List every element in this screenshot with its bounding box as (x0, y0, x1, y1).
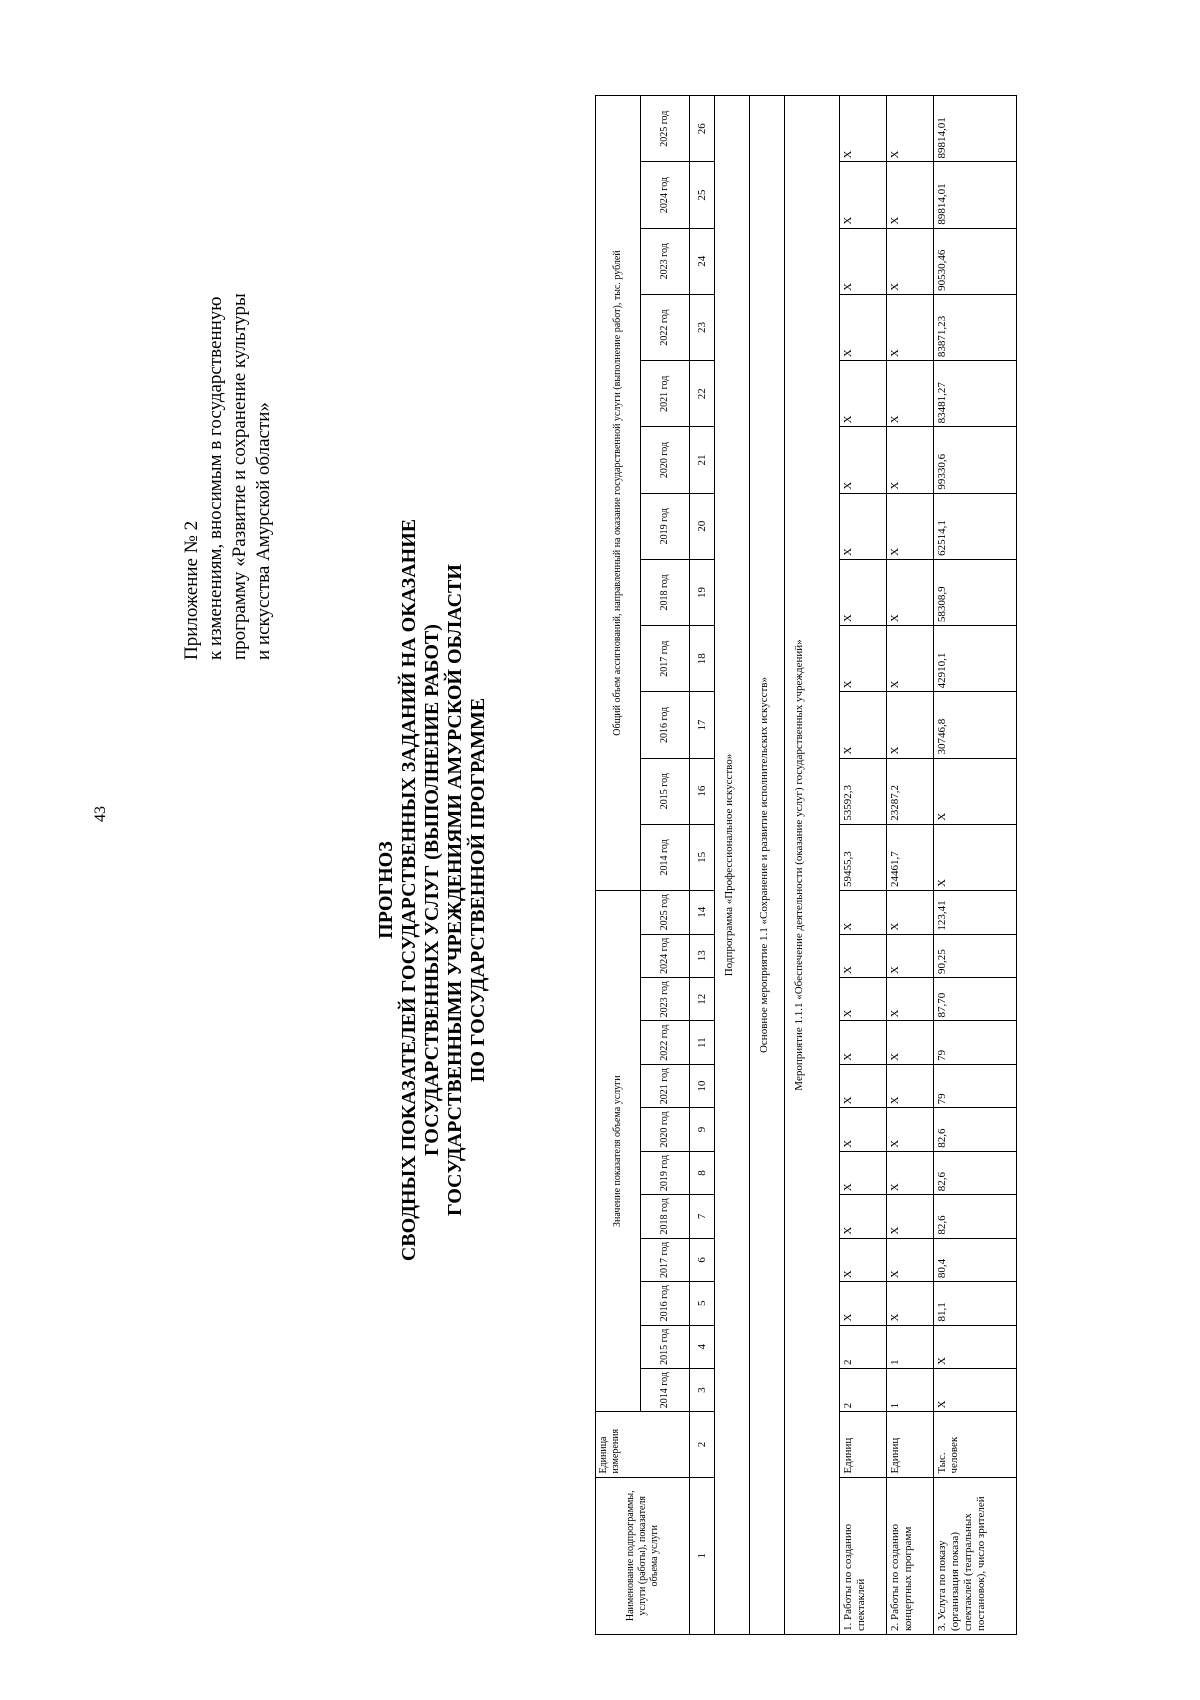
column-number: 24 (690, 228, 715, 294)
volume-cell: 80,4 (934, 1238, 1017, 1281)
column-number-row (690, 96, 715, 1635)
year-header-funds: 2022 год (641, 294, 690, 360)
volume-cell: 87,70 (934, 978, 1017, 1021)
volume-cell: 90,25 (934, 934, 1017, 977)
appendix-line: и искусства Амурской области» (253, 402, 274, 660)
year-header-volume: 2021 год (641, 1064, 690, 1107)
funds-cell: 53592,3 (840, 758, 887, 824)
year-header-funds: 2021 год (641, 361, 690, 427)
volume-cell: 79 (934, 1064, 1017, 1107)
column-header-unit: Единица измерения (596, 1412, 690, 1477)
row-unit: Тыс. человек (934, 1412, 1017, 1477)
funds-cell: Х (840, 294, 887, 360)
section-title: Основное мероприятие 1.1 «Сохранение и развитие исполнительских искусств» (750, 96, 785, 1635)
funds-cell: Х (887, 361, 934, 427)
volume-cell: Х (887, 934, 934, 977)
table-row (840, 96, 887, 1635)
funds-cell: Х (840, 228, 887, 294)
year-header-funds: 2024 год (641, 162, 690, 228)
volume-cell: Х (887, 1282, 934, 1325)
column-number: 9 (690, 1108, 715, 1151)
group-header-funds: Общий объем ассигнований, направленный на оказание государственной услуги (выполнение работ), тыс. рублей (596, 96, 641, 891)
appendix-line: Приложение № 2 (181, 520, 202, 660)
funds-cell: 62514,1 (934, 493, 1017, 559)
funds-cell: Х (887, 162, 934, 228)
funds-cell: Х (840, 361, 887, 427)
year-header-funds: 2015 год (641, 758, 690, 824)
forecast-table (595, 95, 1017, 1635)
volume-cell: Х (840, 1064, 887, 1107)
section-row (750, 96, 785, 1635)
column-number: 10 (690, 1064, 715, 1107)
volume-cell: Х (840, 1151, 887, 1194)
appendix-note (180, 140, 276, 660)
column-number: 20 (690, 493, 715, 559)
section-row (715, 96, 750, 1635)
year-header-funds: 2023 год (641, 228, 690, 294)
funds-cell: 58308,9 (934, 559, 1017, 625)
group-header-volume: Значение показателя объема услуги (596, 891, 641, 1412)
column-number: 17 (690, 692, 715, 758)
row-unit: Единиц (887, 1412, 934, 1477)
year-header-funds: 2025 год (641, 96, 690, 162)
page-number: 43 (92, 806, 109, 822)
column-number: 23 (690, 294, 715, 360)
section-title: Мероприятие 1.1.1 «Обеспечение деятельности (оказание услуг) государственных учреждений» (785, 96, 840, 1635)
funds-cell: 89814,01 (934, 96, 1017, 162)
column-number: 26 (690, 96, 715, 162)
year-header-funds: 2020 год (641, 427, 690, 493)
volume-cell: Х (840, 934, 887, 977)
column-number: 22 (690, 361, 715, 427)
funds-cell: 89814,01 (934, 162, 1017, 228)
year-header-funds: 2018 год (641, 559, 690, 625)
column-number: 21 (690, 427, 715, 493)
volume-cell: 79 (934, 1021, 1017, 1064)
volume-cell: Х (840, 1021, 887, 1064)
column-number: 8 (690, 1151, 715, 1194)
column-number: 16 (690, 758, 715, 824)
column-number: 19 (690, 559, 715, 625)
funds-cell: Х (887, 626, 934, 692)
volume-cell: Х (887, 891, 934, 935)
title-line: СВОДНЫХ ПОКАЗАТЕЛЕЙ ГОСУДАРСТВЕННЫХ ЗАДАНИЙ НА ОКАЗАНИЕ (398, 518, 420, 1262)
year-header-volume: 2016 год (641, 1282, 690, 1325)
table-row (887, 96, 934, 1635)
row-unit: Единиц (840, 1412, 887, 1477)
funds-cell: 83481,27 (934, 361, 1017, 427)
column-number: 15 (690, 824, 715, 890)
funds-cell: Х (887, 96, 934, 162)
volume-cell: Х (934, 1325, 1017, 1368)
year-header-volume: 2019 год (641, 1151, 690, 1194)
column-number: 3 (690, 1368, 715, 1411)
title-line: ПО ГОСУДАРСТВЕННОЙ ПРОГРАММЕ (467, 697, 489, 1083)
volume-cell: Х (840, 1238, 887, 1281)
year-header-volume: 2022 год (641, 1021, 690, 1064)
funds-cell: 90530,46 (934, 228, 1017, 294)
column-number: 14 (690, 891, 715, 935)
funds-cell: Х (840, 427, 887, 493)
funds-cell: 23287,2 (887, 758, 934, 824)
funds-cell: Х (887, 493, 934, 559)
column-number: 18 (690, 626, 715, 692)
title-line: ГОСУДАРСТВЕННЫМИ УЧРЕЖДЕНИЯМИ АМУРСКОЙ ОБЛАСТИ (444, 564, 466, 1216)
year-header-volume: 2018 год (641, 1195, 690, 1238)
volume-cell: 81,1 (934, 1282, 1017, 1325)
funds-cell: Х (887, 228, 934, 294)
volume-cell: Х (887, 1151, 934, 1194)
volume-cell: Х (840, 1108, 887, 1151)
column-number: 12 (690, 978, 715, 1021)
document-title (375, 490, 490, 1290)
volume-cell: Х (887, 1108, 934, 1151)
volume-cell: Х (887, 978, 934, 1021)
volume-cell: Х (887, 1195, 934, 1238)
funds-cell: 59455,3 (840, 824, 887, 890)
funds-cell: Х (840, 692, 887, 758)
year-header-volume: 2017 год (641, 1238, 690, 1281)
year-header-row (641, 96, 690, 1635)
column-number: 1 (690, 1477, 715, 1634)
funds-cell: Х (840, 559, 887, 625)
volume-cell: Х (840, 978, 887, 1021)
column-number: 6 (690, 1238, 715, 1281)
row-name: 2. Работы по созданию концертных программ (887, 1477, 934, 1634)
year-header-volume: 2020 год (641, 1108, 690, 1151)
funds-cell: Х (840, 626, 887, 692)
year-header-funds: 2017 год (641, 626, 690, 692)
funds-cell: Х (887, 294, 934, 360)
volume-cell: Х (887, 1064, 934, 1107)
year-header-volume: 2014 год (641, 1368, 690, 1411)
volume-cell: Х (887, 1021, 934, 1064)
funds-cell: 42910,1 (934, 626, 1017, 692)
funds-cell: 24461,7 (887, 824, 934, 890)
funds-cell: Х (840, 493, 887, 559)
row-name: 3. Услуга по показу (организация показа) спектаклей (театральных постановок), число зрителей (934, 1477, 1017, 1634)
volume-cell: 2 (840, 1368, 887, 1411)
column-number: 4 (690, 1325, 715, 1368)
title-line: ГОСУДАРСТВЕННЫХ УСЛУГ (ВЫПОЛНЕНИЕ РАБОТ) (421, 624, 443, 1156)
column-number: 2 (690, 1412, 715, 1477)
column-number: 7 (690, 1195, 715, 1238)
rotated-sheet (120, 90, 987, 1650)
column-number: 25 (690, 162, 715, 228)
section-row (785, 96, 840, 1635)
volume-cell: Х (934, 1368, 1017, 1411)
volume-cell: 1 (887, 1325, 934, 1368)
funds-cell: Х (887, 427, 934, 493)
year-header-funds: 2014 год (641, 824, 690, 890)
funds-cell: 30746,8 (934, 692, 1017, 758)
year-header-funds: 2016 год (641, 692, 690, 758)
volume-cell: 82,6 (934, 1108, 1017, 1151)
funds-cell: 99330,6 (934, 427, 1017, 493)
volume-cell: 82,6 (934, 1151, 1017, 1194)
column-number: 13 (690, 934, 715, 977)
title-line: ПРОГНОЗ (375, 841, 397, 939)
volume-cell: 82,6 (934, 1195, 1017, 1238)
funds-cell: 83871,23 (934, 294, 1017, 360)
year-header-funds: 2019 год (641, 493, 690, 559)
table-row (934, 96, 1017, 1635)
row-name: 1. Работы по созданию спектаклей (840, 1477, 887, 1634)
year-header-volume: 2023 год (641, 978, 690, 1021)
section-title: Подпрограмма «Профессиональное искусство» (715, 96, 750, 1635)
volume-cell: 123,41 (934, 891, 1017, 935)
volume-cell: Х (887, 1238, 934, 1281)
funds-cell: Х (934, 758, 1017, 824)
column-number: 11 (690, 1021, 715, 1064)
volume-cell: Х (840, 1195, 887, 1238)
column-number: 5 (690, 1282, 715, 1325)
year-header-volume: 2015 год (641, 1325, 690, 1368)
funds-cell: Х (887, 692, 934, 758)
funds-cell: Х (840, 96, 887, 162)
funds-cell: Х (840, 162, 887, 228)
appendix-line: к изменениям, вносимым в государственную (205, 296, 226, 660)
funds-cell: Х (887, 559, 934, 625)
year-header-volume: 2024 год (641, 934, 690, 977)
volume-cell: Х (840, 1282, 887, 1325)
year-header-volume: 2025 год (641, 891, 690, 935)
volume-cell: 1 (887, 1368, 934, 1411)
volume-cell: 2 (840, 1325, 887, 1368)
funds-cell: Х (934, 824, 1017, 890)
volume-cell: Х (840, 891, 887, 935)
column-header-name: Наименование подпрограммы, услуги (работы), показателя объема услуги (596, 1477, 690, 1634)
appendix-line: программу «Развитие и сохранение культуры (229, 293, 250, 660)
header-row (596, 96, 641, 1635)
